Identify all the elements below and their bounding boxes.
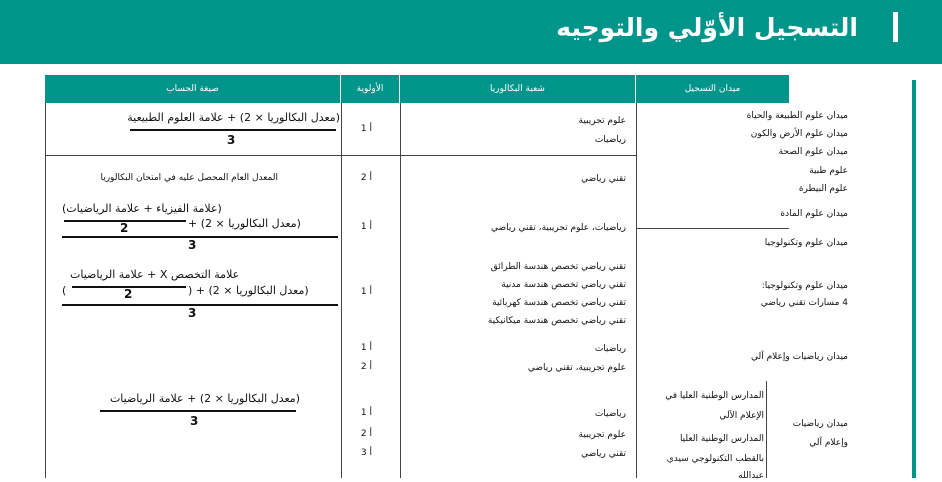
formula-1-denominator: 3 <box>227 133 236 147</box>
branch-row1-b: رياضيات <box>594 135 626 145</box>
field-matter: ميدان علوم المادة <box>780 209 848 219</box>
priority-row2: أ 2 <box>360 173 372 183</box>
header-branch: شعبة البكالوريا <box>400 75 636 103</box>
priority-row5-a: أ 1 <box>360 343 372 353</box>
field-math-cs-sub-1: ميدان رياضيات <box>792 419 848 429</box>
field-tech-paths-2: 4 مسارات تقني رياضي <box>760 298 848 308</box>
row-divider-b <box>636 228 789 229</box>
column-divider-3 <box>636 103 637 478</box>
branch-row1-a: علوم تجريبية <box>578 116 626 126</box>
schools-tech-line2: بالقطب التكنولوجي سيدي <box>666 454 764 464</box>
field-tech: ميدان علوم وتكنولوجيا <box>764 238 848 248</box>
formula-4-rule <box>62 304 338 306</box>
banner-accent-bar <box>893 12 898 42</box>
field-veterinary: علوم البيطرة <box>798 184 848 194</box>
side-accent-bar <box>912 80 916 478</box>
field-math-cs: ميدان رياضيات وإعلام آلي <box>750 352 848 362</box>
banner-title: التسجيل الأوّلي والتوجيه <box>556 13 858 42</box>
branch-row6-a: رياضيات <box>594 409 626 419</box>
formula-3-outer: (معدل البكالوريا × 2) + <box>188 217 301 230</box>
schools-cs-line2: الإعلام الآلي <box>719 411 764 421</box>
branch-row6-b: علوم تجريبية <box>578 430 626 440</box>
formula-4-outer: (معدل البكالوريا × 2) + ( <box>188 284 309 297</box>
branch-row4-a: تقني رياضي تخصص هندسة الطرائق <box>490 262 626 272</box>
formula-5-rule <box>100 410 296 412</box>
formula-3-inner-denominator: 2 <box>120 221 129 235</box>
branch-row5-a: رياضيات <box>594 344 626 354</box>
header-priority: الأولوية <box>341 75 400 103</box>
sub-column-divider <box>766 381 767 478</box>
formula-5-denominator: 3 <box>190 414 199 428</box>
formula-4 <box>60 266 340 322</box>
schools-cs-line1: المدارس الوطنية العليا في <box>665 391 764 401</box>
column-divider-2 <box>400 103 401 478</box>
formula-3-inner-numerator: (علامة الفيزياء + علامة الرياضيات) <box>62 202 222 215</box>
header-field: ميدان التسجيل <box>636 75 789 103</box>
branch-row5-b: علوم تجريبية، تقني رياضي <box>527 363 626 373</box>
formula-1-rule <box>130 129 336 131</box>
priority-row6-c: أ 3 <box>360 448 372 458</box>
formula-4-inner-denominator: 2 <box>124 287 133 301</box>
header-formula: صيغة الحساب <box>45 75 341 103</box>
field-health: ميدان علوم الصحة <box>778 147 848 157</box>
formula-4-inner-numerator: علامة التخصص X + علامة الرياضيات <box>70 268 240 281</box>
priority-row5-b: أ 2 <box>360 362 372 372</box>
schools-tech-line3: عبدالله <box>738 471 764 481</box>
priority-row3: أ 1 <box>360 222 372 232</box>
formula-4-denominator: 3 <box>188 306 197 320</box>
column-divider-1 <box>341 103 342 478</box>
branch-row2: تقني رياضي <box>581 174 626 184</box>
branch-row6-c: تقني رياضي <box>581 449 626 459</box>
branch-row4-b: تقني رياضي تخصص هندسة مدنية <box>501 280 626 290</box>
field-math-cs-sub-2: وإعلام آلي <box>809 438 848 448</box>
row-divider-a <box>45 155 636 156</box>
field-medical: علوم طبية <box>809 166 848 176</box>
formula-1 <box>127 111 340 155</box>
field-tech-paths-1: ميدان علوم وتكنولوجيا: <box>761 281 848 291</box>
formula-5-numerator: (معدل البكالوريا × 2) + علامة الرياضيات <box>109 392 300 405</box>
formula-3-rule <box>62 236 338 238</box>
formula-4-close: ) <box>62 284 67 297</box>
branch-row3: رياضيات، علوم تجريبية، تقني رياضي <box>490 223 626 233</box>
formula-5 <box>100 392 300 436</box>
field-nature-life: ميدان علوم الطبيعة والحياة <box>746 111 848 121</box>
branch-row4-c: تقني رياضي تخصص هندسة كهربائية <box>492 298 626 308</box>
priority-row1: أ 1 <box>360 124 372 134</box>
formula-3-denominator: 3 <box>188 238 197 252</box>
table-border-left <box>45 103 46 478</box>
priority-row6-a: أ 1 <box>360 408 372 418</box>
schools-tech-line1: المدارس الوطنية العليا <box>679 434 764 444</box>
formula-2: المعدل العام المحصل عليه في امتحان البكالوريا <box>100 173 278 183</box>
priority-row4: أ 1 <box>360 287 372 297</box>
formula-3 <box>60 200 340 254</box>
branch-row4-d: تقني رياضي تخصص هندسة ميكانيكية <box>487 316 626 326</box>
priority-row6-b: أ 2 <box>360 429 372 439</box>
formula-1-numerator: (معدل البكالوريا × 2) + علامة العلوم الطبيعية <box>127 111 340 124</box>
field-earth-universe: ميدان علوم الأرض والكون <box>750 129 848 139</box>
